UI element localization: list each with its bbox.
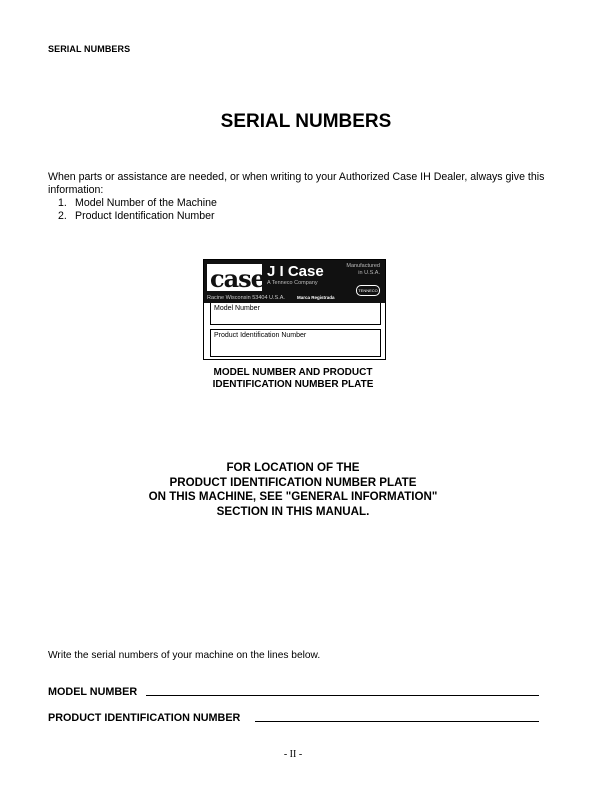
plate-subtitle: A Tenneco Company — [267, 280, 318, 286]
pin-label: Product Identification Number — [214, 332, 307, 339]
pin-line[interactable] — [255, 721, 539, 722]
pin-field-label: PRODUCT IDENTIFICATION NUMBER — [48, 712, 241, 724]
model-number-line[interactable] — [146, 695, 539, 696]
write-instruction: Write the serial numbers of your machine on the lines below. — [48, 650, 321, 661]
pin-box — [210, 329, 381, 357]
plate-brand: J I Case — [267, 263, 324, 280]
list-item: 1. Model Number of the Machine — [58, 197, 217, 209]
model-number-label: Model Number — [214, 305, 260, 312]
location-note: FOR LOCATION OF THE PRODUCT IDENTIFICATION NUMBER PLATE ON THIS MACHINE, SEE "GENERAL INFORMATION" SECTION IN THIS MANUAL. — [148, 461, 438, 518]
model-number-field-label: MODEL NUMBER — [48, 686, 138, 698]
info-list — [58, 197, 217, 223]
running-header: SERIAL NUMBERS — [48, 44, 131, 54]
plate-header — [204, 260, 385, 303]
serial-number-plate — [203, 259, 386, 360]
case-logo: case — [207, 264, 262, 291]
model-number-box — [210, 303, 381, 325]
list-item: 2. Product Identification Number — [58, 210, 215, 222]
intro-paragraph: When parts or assistance are needed, or when writing to your Authorized Case IH Dealer, always give this information: — [48, 171, 545, 196]
plate-address: Racine Wisconsin 53404 U.S.A. Marca Registrada — [207, 295, 335, 301]
page-number: - II - — [283, 749, 303, 760]
plate-caption: MODEL NUMBER AND PRODUCT IDENTIFICATION NUMBER PLATE — [212, 367, 374, 390]
tenneco-badge-icon: TENNECO — [356, 285, 380, 296]
plate-manufactured: Manufactured in U.S.A. — [346, 263, 380, 276]
page-title: SERIAL NUMBERS — [220, 111, 392, 132]
